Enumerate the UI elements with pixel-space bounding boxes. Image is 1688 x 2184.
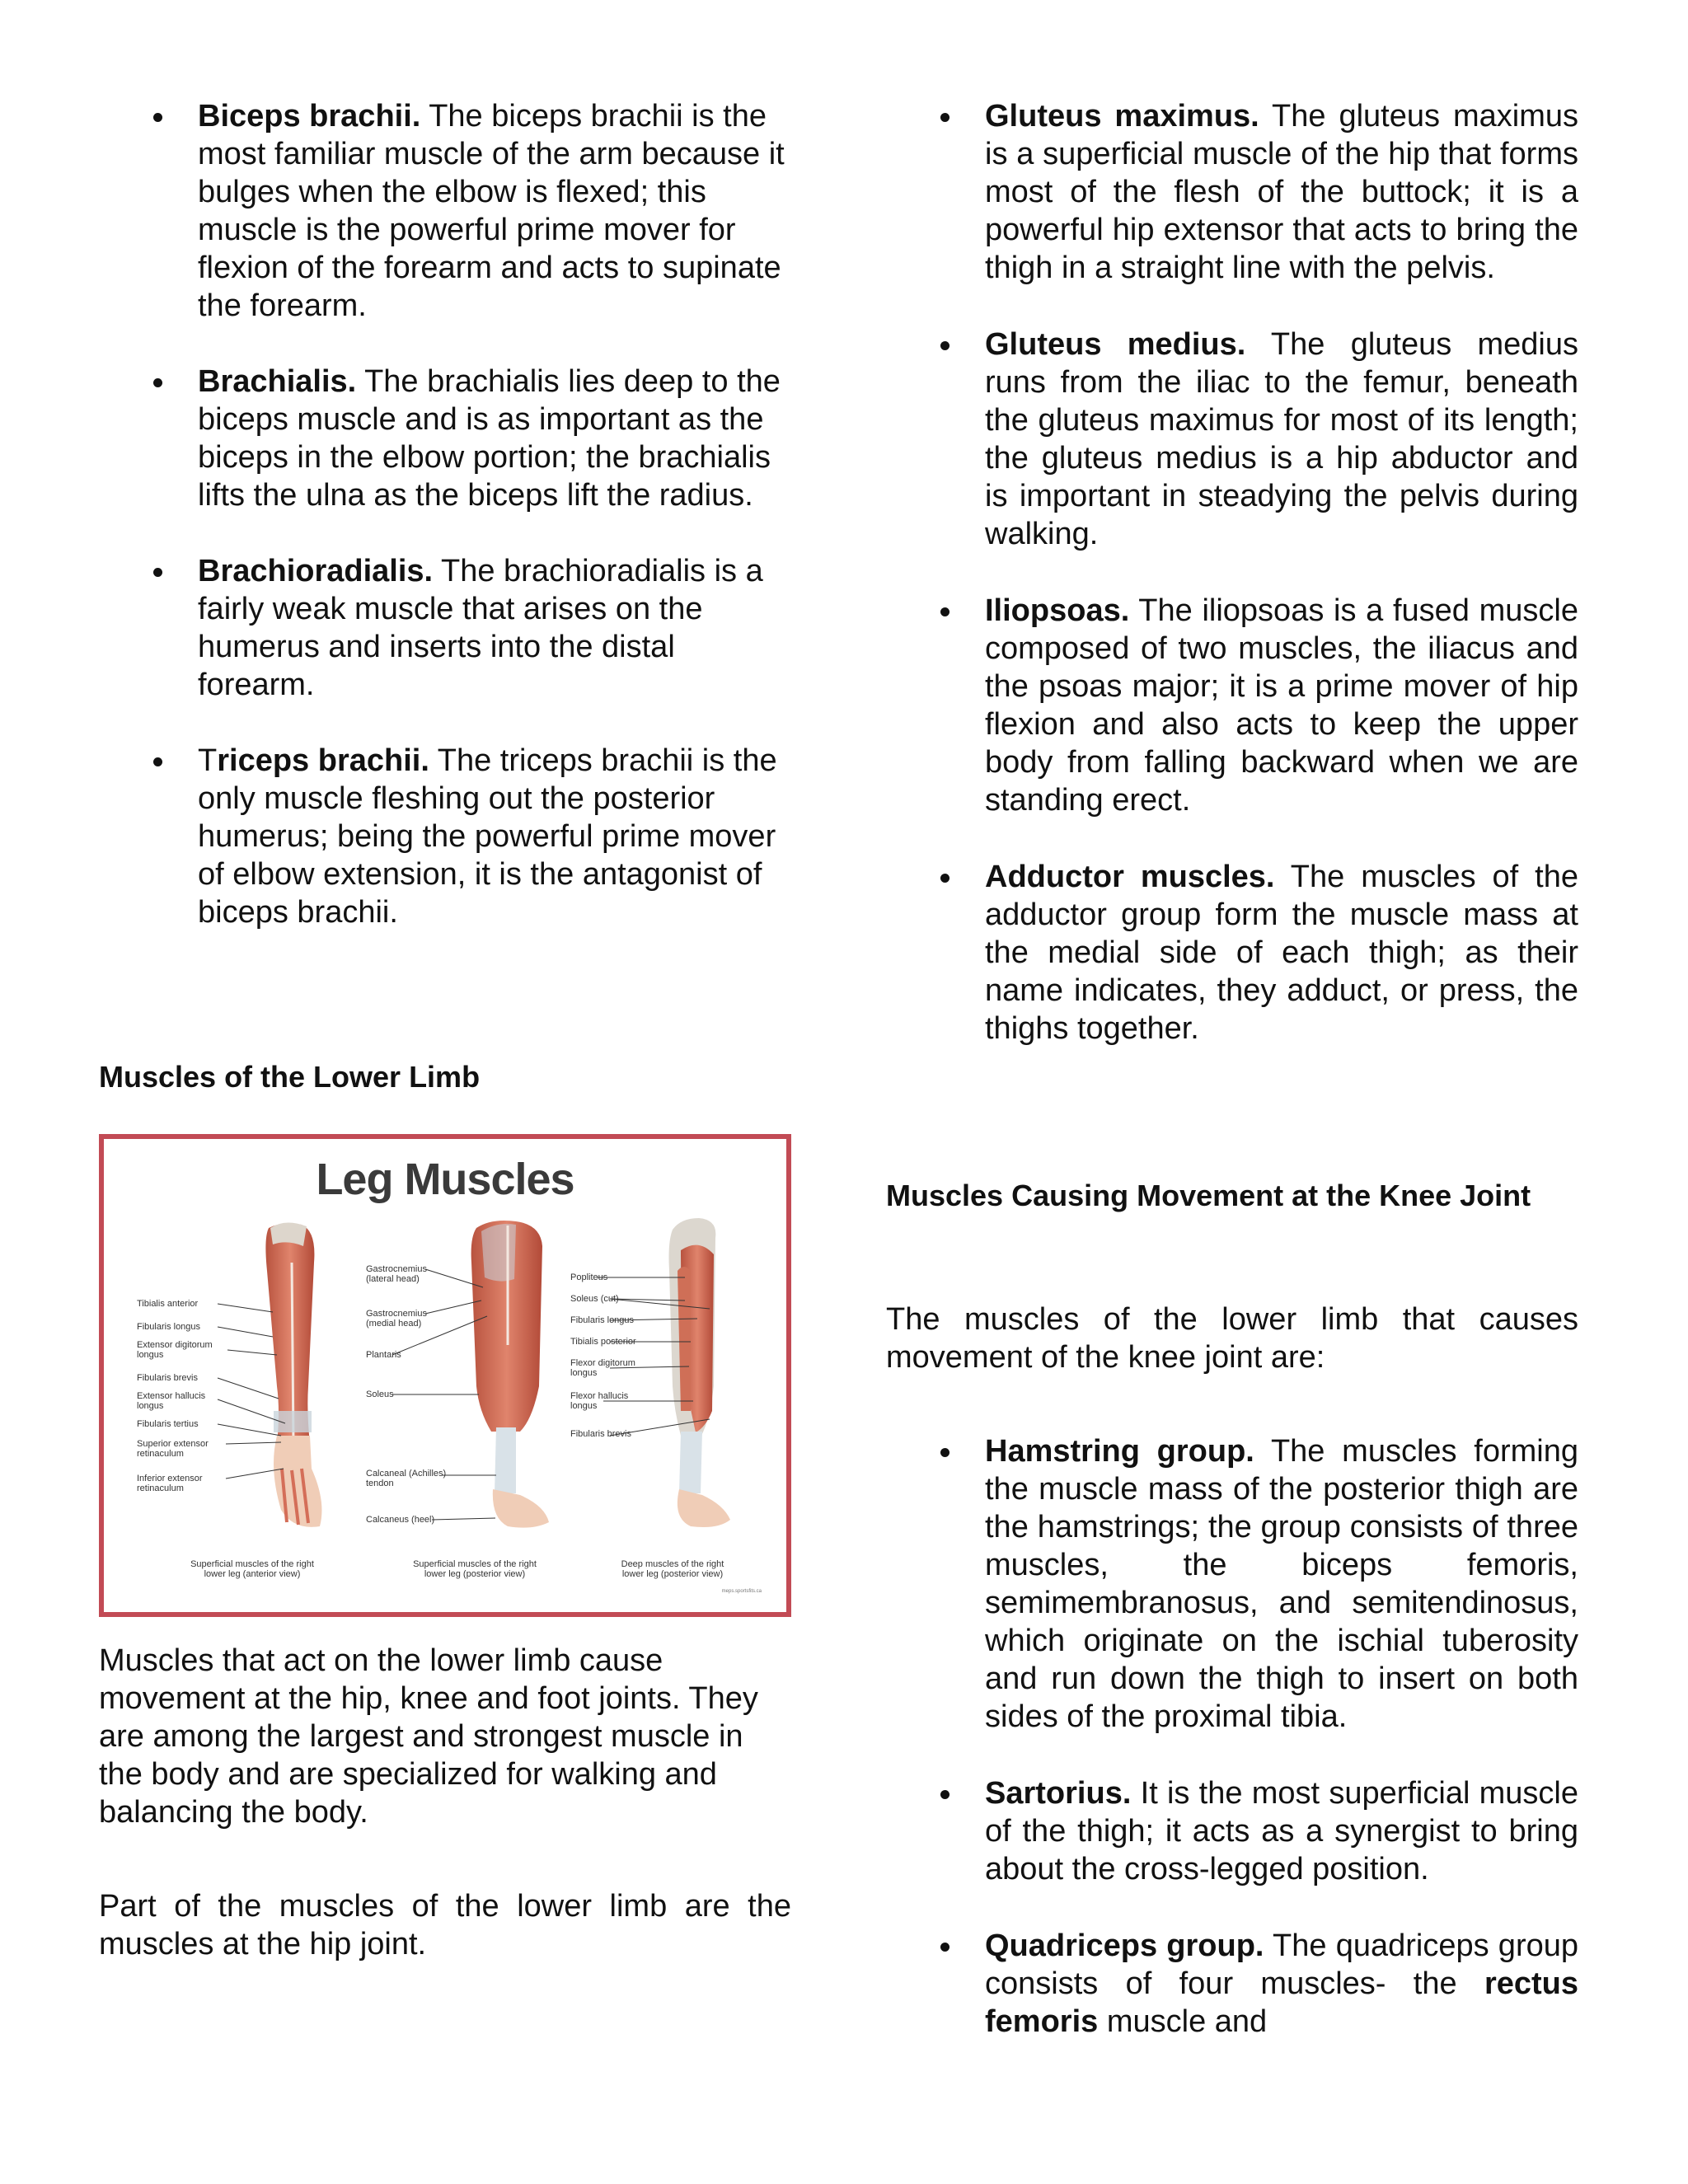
leg-muscles-illustration — [104, 1139, 786, 1612]
figure-title: Leg Muscles — [316, 1155, 574, 1204]
term: Gluteus medius. — [985, 327, 1246, 362]
term: Sartorius. — [985, 1776, 1132, 1811]
label-extensor-hallucis-longus: Extensor hallucis longus — [137, 1391, 206, 1411]
knee-list-container — [886, 1432, 1578, 2079]
deep-posterior-leg-drawing — [669, 1218, 731, 1527]
bullet-icon — [940, 341, 950, 350]
caption-deep: Deep muscles of the right lower leg (posterior view) — [621, 1559, 724, 1579]
anterior-leg-drawing — [265, 1222, 321, 1526]
bullet-icon — [940, 607, 950, 616]
caption-anterior: Superficial muscles of the right lower leg (anterior view) — [190, 1559, 314, 1579]
term: Gluteus maximus. — [985, 99, 1259, 134]
figure-credit: meps.sportsfits.ca — [721, 1589, 762, 1594]
lower-limb-heading: Muscles of the Lower Limb — [99, 1060, 481, 1094]
caption-posterior: Superficial muscles of the right lower leg (posterior view) — [413, 1559, 537, 1579]
label-deep-fibularis-brevis: Fibularis brevis — [570, 1429, 631, 1439]
upper-limb-muscle-list — [99, 97, 791, 931]
label-superior-extensor-retinaculum: Superior extensor retinaculum — [137, 1439, 209, 1459]
label-popliteus: Popliteus — [570, 1272, 608, 1282]
term-secondary: rectus femoris — [985, 1966, 1578, 2039]
knee-joint-heading: Muscles Causing Movement at the Knee Joint — [886, 1179, 1531, 1212]
label-tibialis-posterior: Tibialis posterior — [570, 1337, 636, 1347]
knee-muscle-list — [886, 1432, 1578, 2041]
label-calcaneal-tendon: Calcaneal (Achilles) tendon — [366, 1469, 447, 1488]
term: Brachialis. — [198, 364, 357, 399]
term: Biceps brachii. — [198, 99, 421, 134]
bullet-icon — [153, 568, 162, 577]
list-item — [886, 326, 1578, 553]
label-gastrocnemius-medial: Gastrocnemius (medial head) — [366, 1309, 427, 1329]
label-flexor-digitorum-longus: Flexor digitorum longus — [570, 1358, 635, 1378]
hip-muscle-list — [886, 97, 1578, 1047]
hip-joint-paragraph: Part of the muscles of the lower limb are the muscles at the hip joint. — [99, 1889, 791, 1961]
term: Hamstring group. — [985, 1434, 1254, 1469]
list-item — [99, 97, 791, 325]
term: Iliopsoas. — [985, 593, 1130, 628]
posterior-superficial-leg-drawing — [471, 1221, 549, 1528]
list-item — [886, 1432, 1578, 1736]
bullet-icon — [940, 1943, 950, 1952]
label-gastrocnemius-lateral: Gastrocnemius (lateral head) — [366, 1264, 427, 1284]
label-tibialis-anterior: Tibialis anterior — [137, 1299, 199, 1309]
bullet-icon — [940, 1790, 950, 1799]
description: The gluteus maximus is a superficial muscle of the hip that forms most of the flesh of the buttock; it is a powerful hip extensor that acts to bring the thigh in a straight line with the pelvis. — [985, 99, 1578, 285]
term: Adductor muscles. — [985, 860, 1275, 894]
list-item — [886, 1774, 1578, 1888]
label-fibularis-tertius: Fibularis tertius — [137, 1419, 199, 1429]
label-fibularis-longus: Fibularis longus — [137, 1322, 201, 1332]
lower-limb-paragraph: Muscles that act on the lower limb cause movement at the hip, knee and foot joints. They are among the largest and strongest muscle in the body and are specialized for walking and balancing the body. — [99, 1643, 758, 1830]
list-item — [886, 1927, 1578, 2041]
list-item — [886, 592, 1578, 819]
bullet-icon — [153, 113, 162, 122]
bullet-icon — [940, 113, 950, 122]
bullet-icon — [153, 378, 162, 387]
label-soleus: Soleus — [366, 1390, 394, 1399]
description: The brachialis lies deep to the biceps muscle and is as important as the biceps in the elbow portion; the brachialis lifts the ulna as the biceps lift the radius. — [198, 364, 781, 513]
list-item — [886, 97, 1578, 287]
label-flexor-hallucis-longus: Flexor hallucis longus — [570, 1391, 629, 1411]
description: It is the most superficial muscle of the thigh; it acts as a synergist to bring about the cross-legged position. — [985, 1776, 1578, 1886]
bullet-icon — [940, 874, 950, 883]
bullet-icon — [940, 1448, 950, 1457]
description-tail: muscle and — [1098, 2004, 1268, 2039]
description: The gluteus medius runs from the iliac to the femur, beneath the gluteus maximus for most of its length; the gluteus medius is a hip abductor and is important in steadying the pelvis during walking. — [985, 327, 1578, 551]
description: The quadriceps group consists of four muscles- the — [985, 1929, 1578, 2001]
list-item — [886, 858, 1578, 1047]
leg-muscles-figure — [99, 1134, 791, 1617]
knee-intro-paragraph: The muscles of the lower limb that causes movement of the knee joint are: — [886, 1302, 1578, 1375]
left-column — [99, 97, 791, 969]
description: The triceps brachii is the only muscle fleshing out the posterior humerus; being the powerful prime mover of elbow extension, it is the antagonist of biceps brachii. — [198, 743, 777, 930]
term: Quadriceps group. — [985, 1929, 1264, 1963]
term-lead: T — [198, 743, 218, 778]
label-extensor-digitorum-longus: Extensor digitorum longus — [137, 1340, 213, 1360]
description: The biceps brachii is the most familiar muscle of the arm because it bulges when the elbow is flexed; this muscle is the powerful prime mover for flexion of the forearm and acts to supinate the forearm. — [198, 99, 785, 323]
bullet-icon — [153, 757, 162, 766]
description: The muscles forming the muscle mass of the posterior thigh are the hamstrings; the group consists of three muscles, the biceps femoris, semimembranosus, and semitendinosus, which originate on the ischial tuberosity and run down the thigh to insert on both sides of the proximal tibia. — [985, 1434, 1578, 1734]
description: The iliopsoas is a fused muscle composed of two muscles, the iliacus and the psoas major; it is a prime mover of hip flexion and also acts to keep the upper body from falling backward when we are standing erect. — [985, 593, 1578, 818]
description: The brachioradialis is a fairly weak muscle that arises on the humerus and inserts into the distal forearm. — [198, 554, 763, 702]
description: The muscles of the adductor group form the muscle mass at the medial side of each thigh; as their name indicates, they adduct, or press, the thighs together. — [985, 860, 1579, 1046]
term: riceps brachii. — [217, 743, 429, 778]
label-plantaris: Plantaris — [366, 1350, 401, 1360]
list-item — [99, 552, 791, 704]
label-calcaneus: Calcaneus (heel) — [366, 1515, 435, 1525]
list-item — [99, 363, 791, 514]
right-column — [886, 97, 1578, 1086]
term: Brachioradialis. — [198, 554, 434, 588]
label-fibularis-brevis: Fibularis brevis — [137, 1373, 198, 1383]
label-deep-fibularis-longus: Fibularis longus — [570, 1315, 635, 1325]
list-item — [99, 742, 791, 931]
label-inferior-extensor-retinaculum: Inferior extensor retinaculum — [137, 1474, 203, 1493]
label-soleus-cut: Soleus (cut) — [570, 1294, 619, 1304]
